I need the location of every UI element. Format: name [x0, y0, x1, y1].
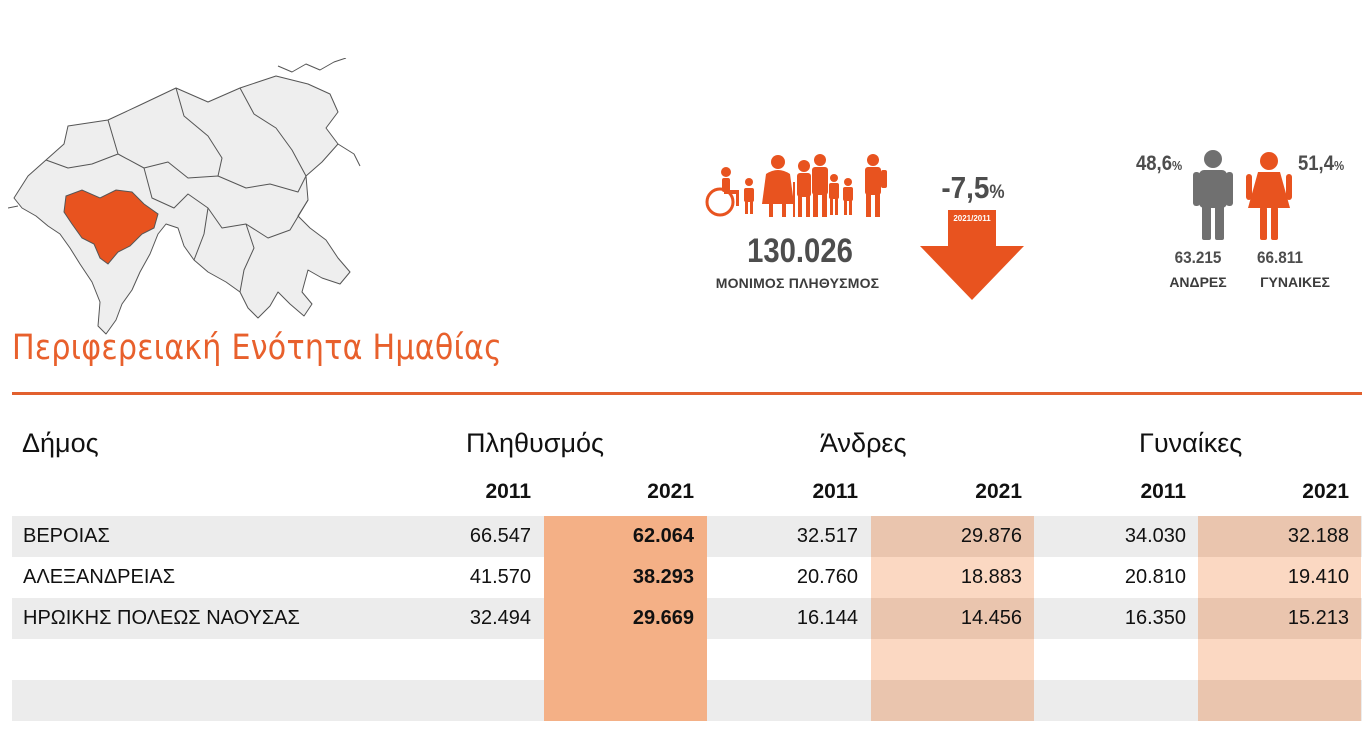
municipality-name: ΑΛΕΞΑΝΔΡΕΙΑΣ [23, 566, 176, 588]
municipality-name: ΗΡΩΙΚΗΣ ΠΟΛΕΩΣ ΝΑΟΥΣΑΣ [23, 607, 300, 629]
women-2021: 32.188 [1287, 525, 1349, 547]
people-group-icon [700, 152, 890, 222]
region-map [8, 58, 368, 338]
pop-2011: 41.570 [469, 566, 531, 588]
change-period: 2021/2011 [953, 214, 991, 223]
women-2021-highlight [1198, 639, 1361, 680]
population-label: ΜΟΝΙΜΟΣ ΠΛΗΘΥΣΜΟΣ [715, 275, 880, 291]
header-year: 2021 [1302, 480, 1349, 503]
header-year: 2011 [812, 480, 858, 503]
women-2021: 19.410 [1287, 566, 1349, 588]
municipality-name: ΒΕΡΟΙΑΣ [23, 525, 110, 547]
men-2021: 14.456 [960, 607, 1022, 629]
female-percent [1298, 152, 1344, 176]
female-count: 66.811 [1257, 248, 1303, 267]
male-percent-value: 48,6 [1136, 152, 1172, 175]
male-percent-unit: % [1171, 158, 1183, 173]
men-2011: 20.760 [796, 566, 858, 588]
pop-2011: 32.494 [469, 607, 531, 629]
female-label: ΓΥΝΑΙΚΕΣ [1260, 274, 1330, 290]
change-unit: % [989, 182, 1005, 203]
men-2021-highlight [871, 639, 1034, 680]
pop-2021: 62.064 [632, 525, 694, 547]
female-percent-value: 51,4 [1298, 152, 1334, 175]
male-label: ΑΝΔΡΕΣ [1169, 274, 1227, 290]
women-2011: 34.030 [1124, 525, 1186, 547]
women-2021-highlight [1198, 680, 1361, 721]
down-arrow-icon [920, 210, 1024, 302]
man-icon [1193, 150, 1233, 240]
women-2011: 16.350 [1124, 607, 1186, 629]
header-population: Πληθυσμός [466, 428, 605, 458]
men-2011: 32.517 [796, 525, 858, 547]
pop-2021: 29.669 [632, 607, 694, 629]
female-percent-unit: % [1333, 158, 1345, 173]
header-women: Γυναίκες [1139, 428, 1243, 458]
men-2021-highlight [871, 680, 1034, 721]
pop-2021: 38.293 [632, 566, 694, 588]
header-year: 2011 [485, 480, 531, 503]
page-title: Περιφερειακή Ενότητα Ημαθίας [12, 328, 503, 368]
change-number: -7,5 [941, 170, 990, 205]
women-2021: 15.213 [1287, 607, 1349, 629]
men-2021: 29.876 [960, 525, 1022, 547]
men-2011: 16.144 [796, 607, 858, 629]
male-count: 63.215 [1174, 248, 1222, 267]
woman-icon [1246, 152, 1292, 240]
men-2021: 18.883 [960, 566, 1022, 588]
header-year: 2021 [647, 480, 694, 503]
population-value: 130.026 [747, 232, 853, 270]
header-men: Άνδρες [820, 428, 907, 458]
header-year: 2021 [975, 480, 1022, 503]
male-percent [1136, 152, 1182, 176]
pop-2011: 66.547 [469, 525, 531, 547]
header-year: 2011 [1140, 480, 1186, 503]
header-municipality: Δήμος [22, 428, 99, 458]
title-divider [12, 392, 1362, 395]
population-change-value [924, 170, 1023, 206]
women-2011: 20.810 [1124, 566, 1186, 588]
